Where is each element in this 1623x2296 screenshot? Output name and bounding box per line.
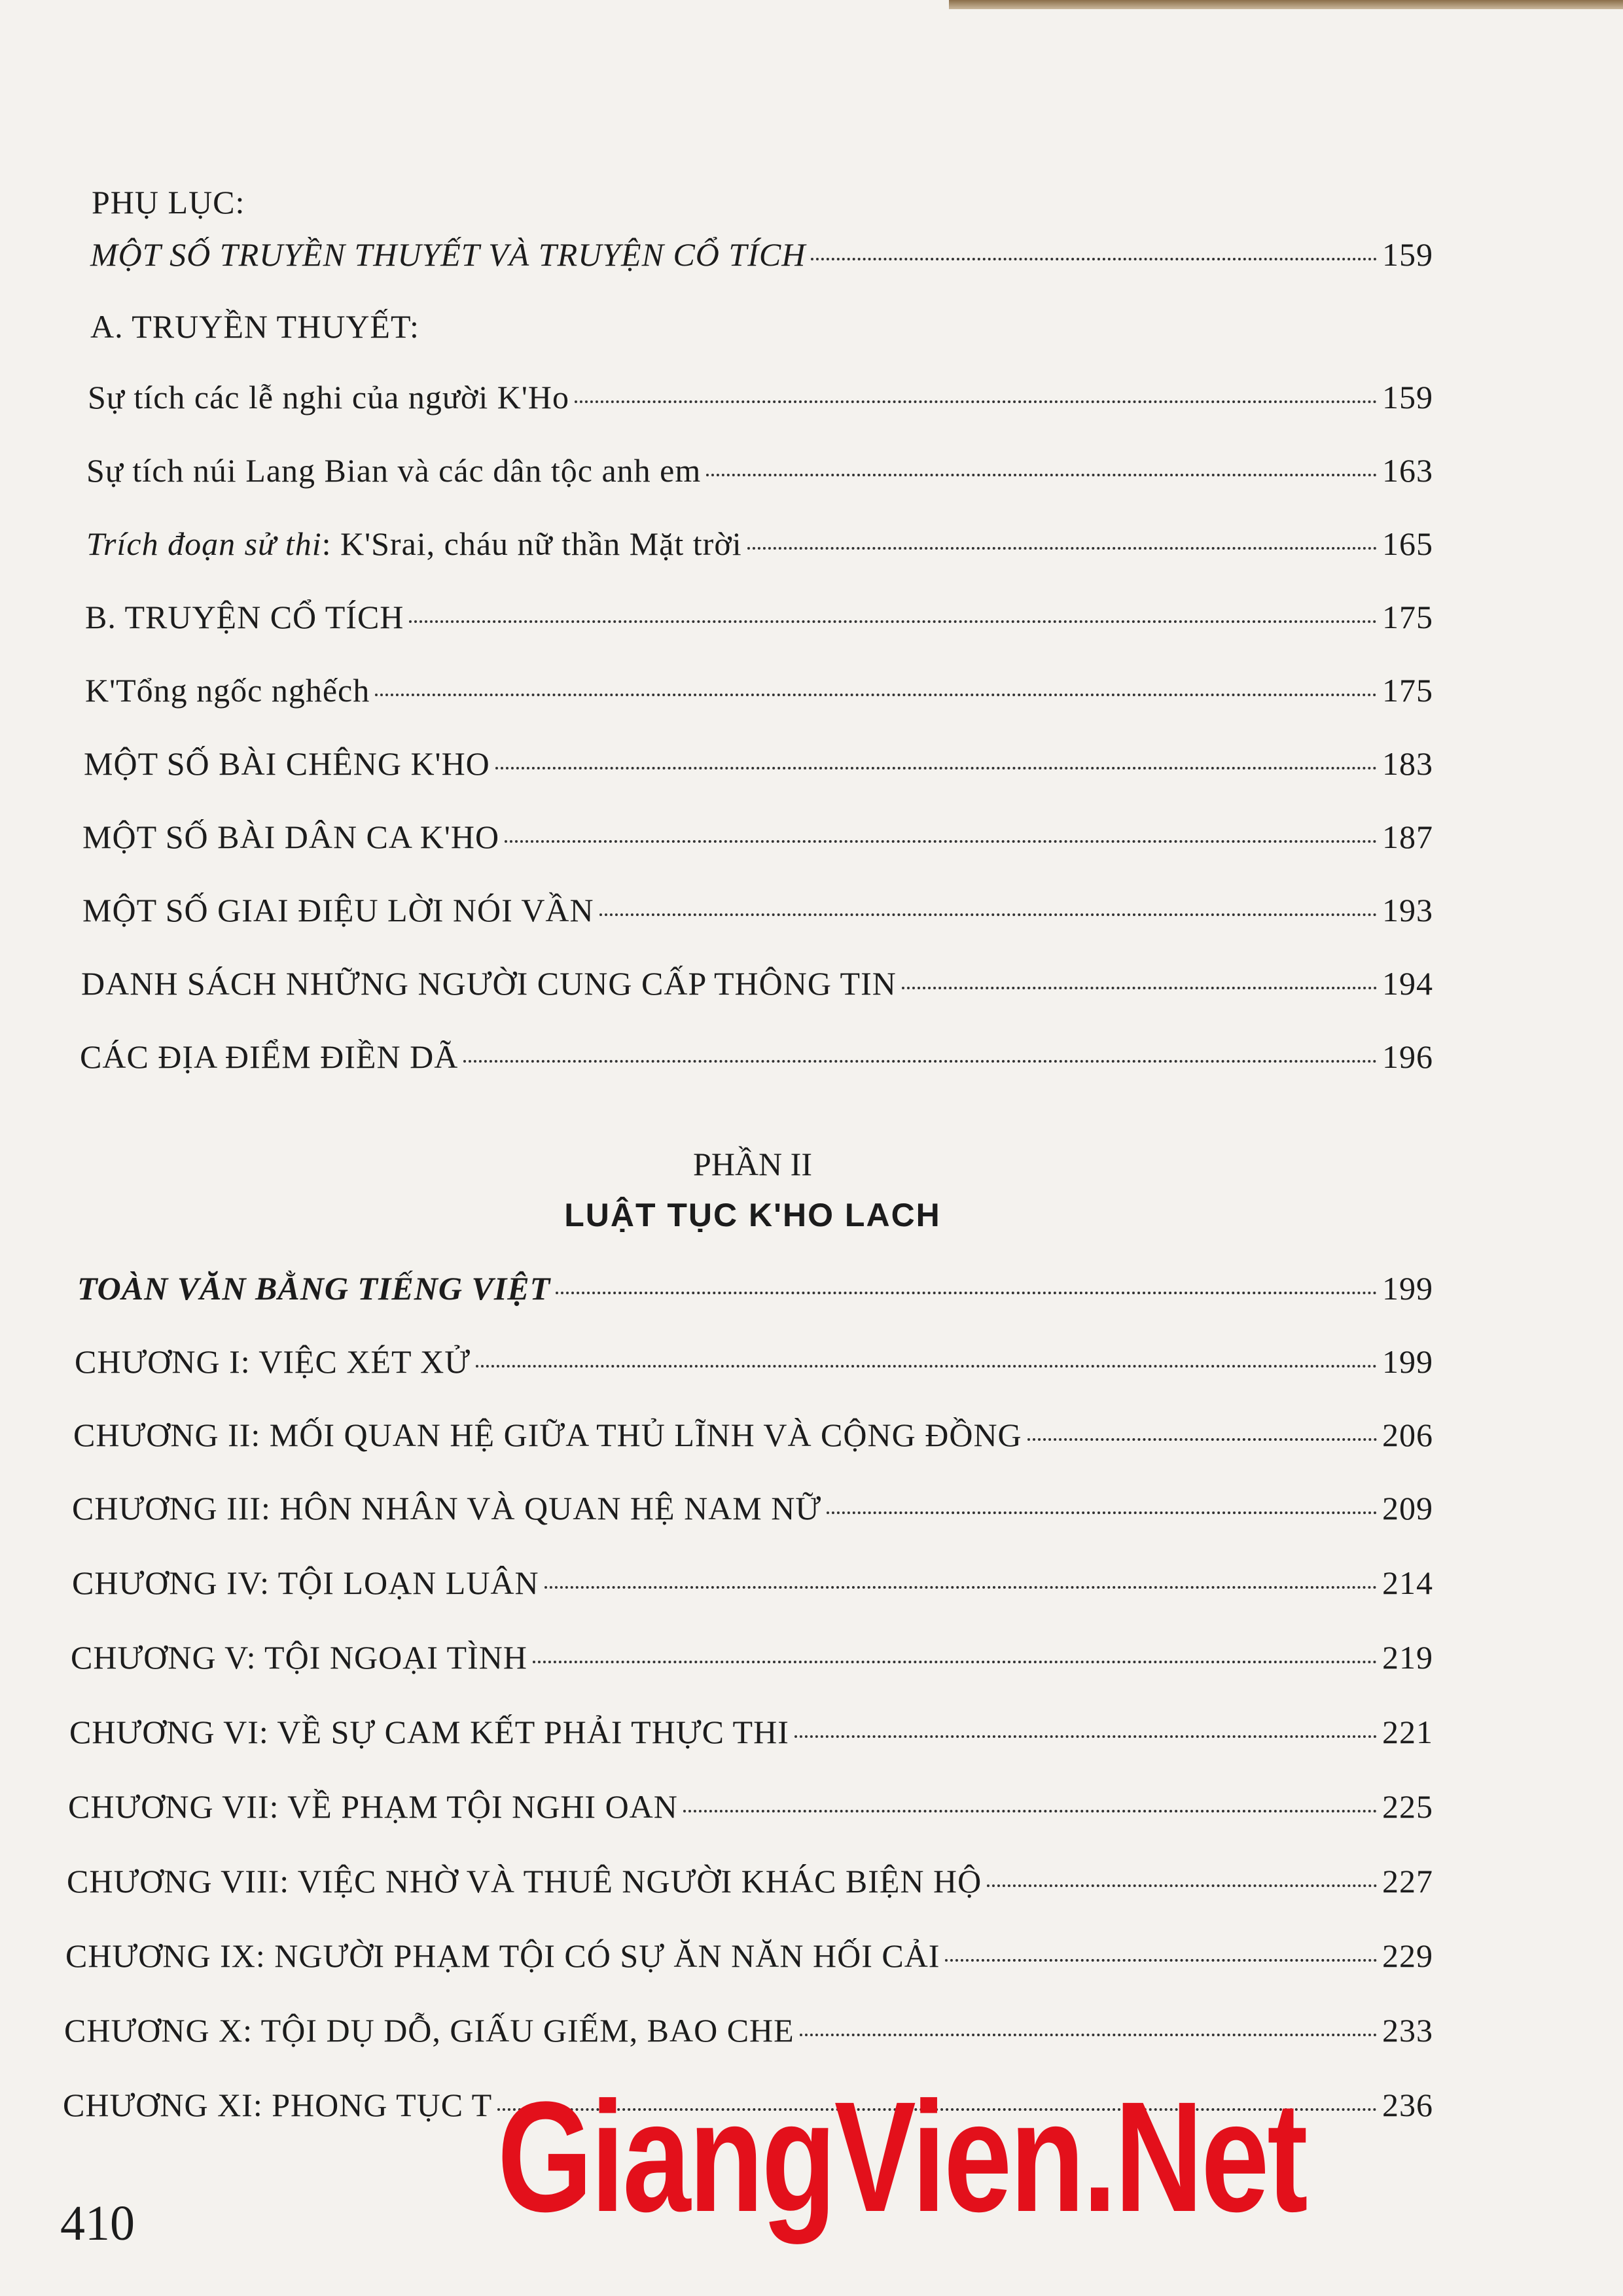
dot-leader <box>706 474 1377 476</box>
toc-entry-page: 165 <box>1382 525 1433 562</box>
toc-entry[interactable] <box>67 1862 1433 1900</box>
toc-entry-label: K'Tổng ngốc nghếch <box>85 672 370 709</box>
toc-entry-page: 159 <box>1382 379 1433 415</box>
dot-leader <box>533 1661 1377 1663</box>
toc-entry[interactable] <box>84 745 1433 783</box>
toc-entry-page: 225 <box>1382 1788 1433 1825</box>
toc-entry-page: 229 <box>1382 1937 1433 1974</box>
toc-entry[interactable] <box>85 671 1433 709</box>
toc-entry[interactable] <box>69 1713 1433 1751</box>
dot-leader <box>599 913 1377 916</box>
toc-entry-label: CHƯƠNG II: MỐI QUAN HỆ GIỮA THỦ LĨNH VÀ CỘNG ĐỒNG <box>73 1417 1022 1453</box>
dot-leader <box>375 694 1377 696</box>
toc-entry-label: TOÀN VĂN BẰNG TIẾNG VIỆT <box>77 1270 551 1307</box>
toc-entry-page: 209 <box>1382 1490 1433 1527</box>
part-heading: PHẦN II <box>693 1146 812 1182</box>
toc-entry[interactable] <box>77 1269 1433 1307</box>
toc-entry-label: CHƯƠNG XI: PHONG TỤC T <box>63 2087 493 2123</box>
section-a-heading: A. TRUYỀN THUYẾT: <box>90 308 419 345</box>
toc-entry-page: 199 <box>1382 1270 1433 1307</box>
toc-entry-label: CHƯƠNG X: TỘI DỤ DỖ, GIẤU GIẾM, BAO CHE <box>64 2012 794 2049</box>
dot-leader <box>987 1884 1377 1887</box>
dot-leader <box>556 1292 1377 1294</box>
toc-entry[interactable] <box>81 964 1433 1002</box>
toc-entry-page: 219 <box>1382 1639 1433 1676</box>
dot-leader <box>902 987 1377 989</box>
toc-entry[interactable] <box>82 891 1433 929</box>
toc-entry[interactable] <box>90 236 1433 274</box>
toc-entry[interactable] <box>72 1564 1433 1602</box>
appendix-label: PHỤ LỤC: <box>92 184 245 221</box>
toc-entry[interactable] <box>86 451 1433 489</box>
toc-entry[interactable] <box>75 1343 1433 1381</box>
toc-entry[interactable] <box>68 1788 1433 1826</box>
toc-entry-page: 163 <box>1382 452 1433 489</box>
toc-entry-page: 199 <box>1382 1343 1433 1380</box>
toc-entry-label-italic: Trích đoạn sử thi <box>86 525 322 562</box>
dot-leader <box>811 258 1377 260</box>
toc-entry[interactable] <box>71 1638 1433 1676</box>
toc-entry-label: MỘT SỐ TRUYỀN THUYẾT VÀ TRUYỆN CỔ TÍCH <box>90 236 806 273</box>
dot-leader <box>495 767 1377 769</box>
dot-leader <box>683 1810 1377 1812</box>
toc-entry-label: CHƯƠNG I: VIỆC XÉT XỬ <box>75 1343 471 1380</box>
toc-entry-label: CHƯƠNG IV: TỘI LOẠN LUÂN <box>72 1564 539 1601</box>
toc-entry-label: CHƯƠNG IX: NGƯỜI PHẠM TỘI CÓ SỰ ĂN NĂN HỐI CẢI <box>65 1937 940 1974</box>
dot-leader <box>945 1959 1377 1962</box>
toc-entry-label: CHƯƠNG VII: VỀ PHẠM TỘI NGHI OAN <box>68 1788 678 1825</box>
dot-leader <box>800 2034 1377 2036</box>
dot-leader <box>505 840 1377 843</box>
watermark-logo: GiangVien.Net <box>497 2069 1306 2244</box>
part-title: LUẬT TỤC K'HO LACH <box>564 1197 941 1233</box>
dot-leader <box>794 1735 1377 1738</box>
toc-entry-page: 187 <box>1382 819 1433 855</box>
toc-entry-label: Sự tích các lễ nghi của người K'Ho <box>88 379 569 415</box>
toc-entry-label: MỘT SỐ GIAI ĐIỆU LỜI NÓI VẦN <box>82 892 594 928</box>
toc-entry-page: 227 <box>1382 1863 1433 1899</box>
toc-entry-page: 175 <box>1382 672 1433 709</box>
toc-entry-label: MỘT SỐ BÀI DÂN CA K'HO <box>82 819 500 855</box>
toc-entry-page: 194 <box>1382 965 1433 1002</box>
toc-entry-label <box>86 525 742 563</box>
toc-entry-label: DANH SÁCH NHỮNG NGƯỜI CUNG CẤP THÔNG TIN <box>81 965 897 1002</box>
dot-leader <box>827 1511 1377 1514</box>
toc-entry-page: 159 <box>1382 236 1433 273</box>
toc-entry-page: 233 <box>1382 2012 1433 2049</box>
toc-entry-page: 196 <box>1382 1038 1433 1075</box>
toc-entry-page: 175 <box>1382 599 1433 635</box>
toc-entry[interactable] <box>80 1038 1433 1076</box>
toc-entry[interactable] <box>85 598 1433 636</box>
page-number: 410 <box>60 2196 135 2251</box>
toc-entry-page: 236 <box>1382 2087 1433 2123</box>
dot-leader <box>747 547 1377 550</box>
toc-entry-page: 214 <box>1382 1564 1433 1601</box>
toc-entry[interactable] <box>65 1937 1433 1975</box>
toc-entry-label: CHƯƠNG VIII: VIỆC NHỜ VÀ THUÊ NGƯỜI KHÁC BIỆN HỘ <box>67 1863 982 1899</box>
toc-entry-label-rest: : K'Srai, cháu nữ thần Mặt trời <box>321 525 742 562</box>
dot-leader <box>463 1060 1377 1063</box>
toc-entry-label: CHƯƠNG III: HÔN NHÂN VÀ QUAN HỆ NAM NỮ <box>72 1490 822 1527</box>
toc-entry-page: 206 <box>1382 1417 1433 1453</box>
toc-entry[interactable] <box>72 1489 1433 1527</box>
dot-leader <box>544 1586 1377 1589</box>
toc-entry[interactable] <box>73 1416 1433 1454</box>
toc-entry[interactable] <box>88 378 1433 416</box>
dot-leader <box>1027 1438 1377 1441</box>
dot-leader <box>409 620 1377 623</box>
toc-entry-label: B. TRUYỆN CỔ TÍCH <box>85 599 404 635</box>
toc-entry-label: CHƯƠNG VI: VỀ SỰ CAM KẾT PHẢI THỰC THI <box>69 1714 789 1750</box>
toc-entry-label: CHƯƠNG V: TỘI NGOẠI TÌNH <box>71 1639 527 1676</box>
toc-entry[interactable] <box>64 2011 1433 2049</box>
toc-entry-page: 193 <box>1382 892 1433 928</box>
toc-entry-label: Sự tích núi Lang Bian và các dân tộc anh em <box>86 452 702 489</box>
top-edge-strip <box>949 0 1623 9</box>
toc-entry[interactable] <box>82 818 1433 856</box>
dot-leader <box>476 1365 1377 1368</box>
toc-entry-label: CÁC ĐỊA ĐIỂM ĐIỀN DÃ <box>80 1038 459 1075</box>
toc-entry-label: MỘT SỐ BÀI CHÊNG K'HO <box>84 745 490 782</box>
toc-entry-page: 183 <box>1382 745 1433 782</box>
toc-entry[interactable] <box>86 525 1433 563</box>
dot-leader <box>575 400 1377 403</box>
toc-entry-page: 221 <box>1382 1714 1433 1750</box>
